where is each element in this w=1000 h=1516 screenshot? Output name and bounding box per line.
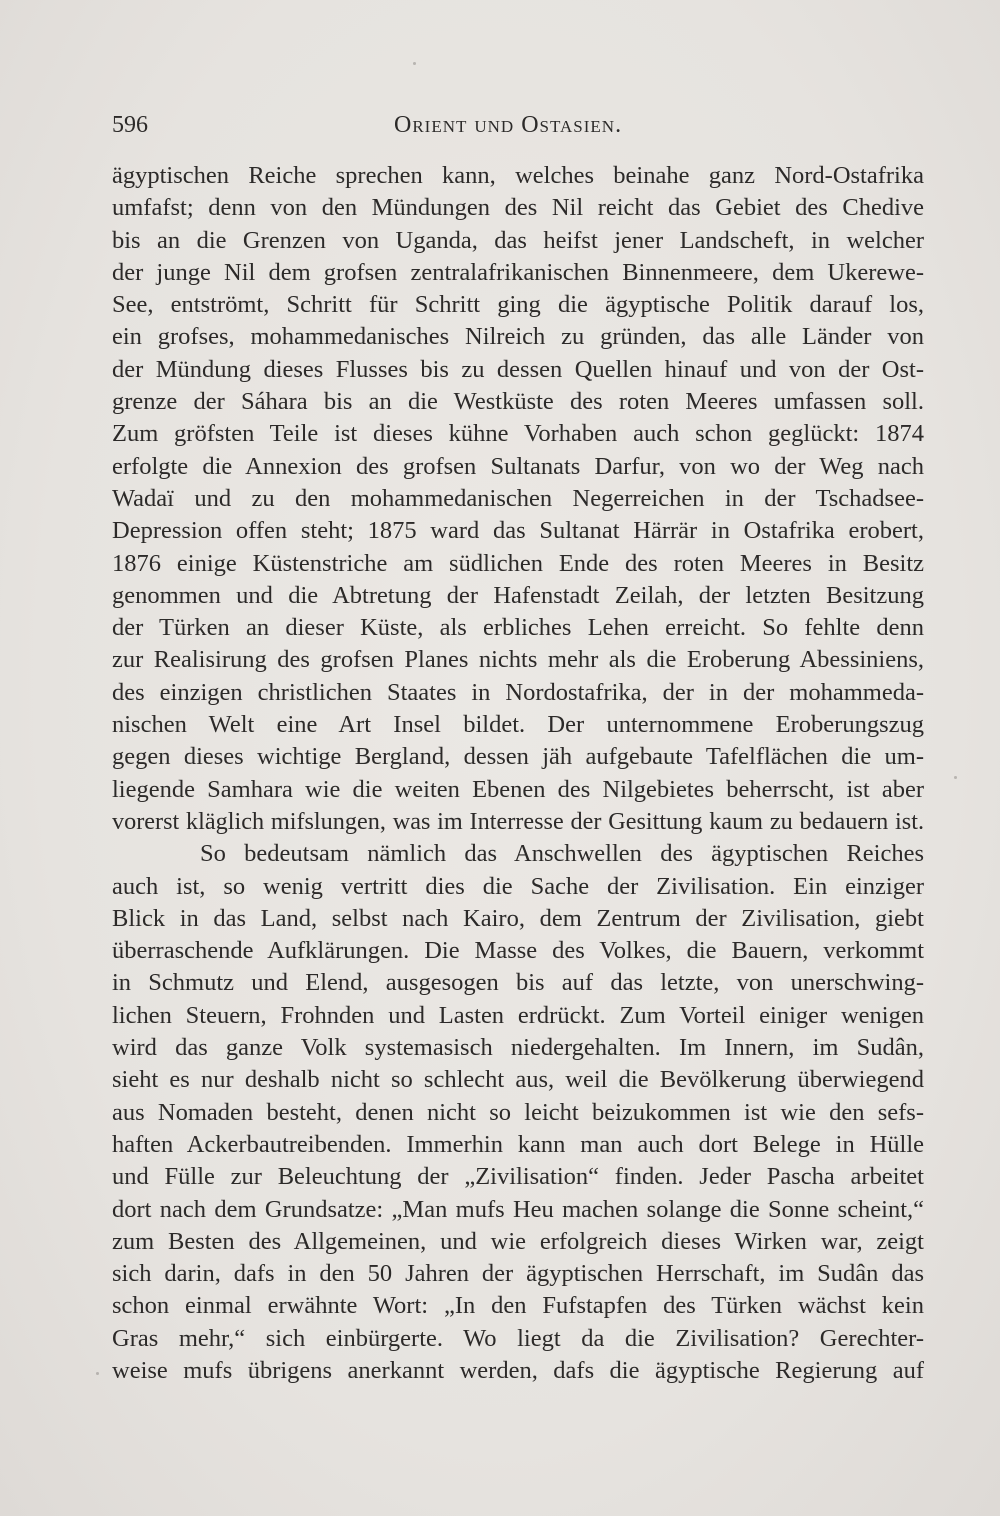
text-line: auch ist, so wenig vertritt dies die Sache der Zivilisation. Ein einziger xyxy=(112,872,924,900)
text-line: Depression offen steht; 1875 ward das Sultanat Härrär in Ostafrika erobert, xyxy=(112,517,924,545)
text-line: Wadaï und zu den mohammedanischen Negerreichen in der Tschadsee- xyxy=(112,484,924,512)
text-line: der junge Nil dem grofsen zentralafrikanischen Binnenmeere, dem Ukerewe- xyxy=(112,258,924,286)
scan-speck xyxy=(413,62,416,65)
text-line: aus Nomaden besteht, denen nicht so leicht beizukommen ist wie den sefs- xyxy=(112,1098,924,1126)
text-line: schon einmal erwähnte Wort: „In den Fufstapfen des Türken wächst kein xyxy=(112,1292,924,1320)
text-line: der Mündung dieses Flusses bis zu dessen Quellen hinauf und von der Ost- xyxy=(112,355,924,383)
text-line: wird das ganze Volk systemasisch niedergehalten. Im Innern, im Sudân, xyxy=(112,1034,924,1062)
text-line: vorerst kläglich mifslungen, was im Interresse der Gesittung kaum zu bedauern ist. xyxy=(112,807,924,835)
page-number: 596 xyxy=(112,112,148,138)
text-line: erfolgte die Annexion des grofsen Sultanats Darfur, von wo der Weg nach xyxy=(112,452,924,480)
text-line: nischen Welt eine Art Insel bildet. Der unternommene Eroberungszug xyxy=(112,711,924,739)
text-line: dort nach dem Grundsatze: „Man mufs Heu machen solange die Sonne scheint,“ xyxy=(112,1195,924,1223)
text-line: Gras mehr,“ sich einbürgerte. Wo liegt da die Zivilisation? Gerechter- xyxy=(112,1324,924,1352)
text-line: haften Ackerbautreibenden. Immerhin kann man auch dort Belege in Hülle xyxy=(112,1130,924,1158)
text-line: gegen dieses wichtige Bergland, dessen jäh aufgebaute Tafelflächen die um- xyxy=(112,743,924,771)
paragraph-start-line: So bedeutsam nämlich das Anschwellen des ägyptischen Reiches xyxy=(200,840,924,868)
text-line: in Schmutz und Elend, ausgesogen bis auf das letzte, von unerschwing- xyxy=(112,969,924,997)
text-line: ägyptischen Reiche sprechen kann, welches beinahe ganz Nord-Ostafrika xyxy=(112,162,924,189)
text-line: Zum gröfsten Teile ist dieses kühne Vorhaben auch schon geglückt: 1874 xyxy=(112,420,924,448)
text-line: bis an die Grenzen von Uganda, das heifst jener Landscheft, in welcher xyxy=(112,226,924,254)
text-line: und Fülle zur Beleuchtung der „Zivilisation“ finden. Jeder Pascha arbeitet xyxy=(112,1163,924,1191)
text-line: des einzigen christlichen Staates in Nordostafrika, der in der mohammeda- xyxy=(112,678,924,706)
text-line: grenze der Sáhara bis an die Westküste des roten Meeres umfassen soll. xyxy=(112,388,924,416)
text-line: überraschende Aufklärungen. Die Masse des Volkes, die Bauern, verkommt xyxy=(112,937,924,965)
text-line: ein grofses, mohammedanisches Nilreich zu gründen, das alle Länder von xyxy=(112,323,924,351)
text-line: der Türken an dieser Küste, als erbliches Lehen erreicht. So fehlte denn xyxy=(112,614,924,642)
text-line: See, entströmt, Schritt für Schritt ging die ägyptische Politik darauf los, xyxy=(112,291,924,319)
text-line: umfafst; denn von den Mündungen des Nil reicht das Gebiet des Chedive xyxy=(112,194,924,222)
text-line: weise mufs übrigens anerkannt werden, dafs die ägyptische Regierung auf xyxy=(112,1356,924,1384)
text-line: lichen Steuern, Frohnden und Lasten erdrückt. Zum Vorteil einiger wenigen xyxy=(112,1001,924,1029)
text-line: zur Realisirung des grofsen Planes nichts mehr als die Eroberung Abessiniens, xyxy=(112,646,924,674)
running-header xyxy=(112,108,924,142)
text-line: liegende Samhara wie die weiten Ebenen des Nilgebietes beherrscht, ist aber xyxy=(112,775,924,803)
text-line: sich darin, dafs in den 50 Jahren der ägyptischen Herrschaft, im Sudân das xyxy=(112,1260,924,1288)
text-line: 1876 einige Küstenstriche am südlichen Ende des roten Meeres in Besitz xyxy=(112,549,924,577)
running-title: Orient und Ostasien. xyxy=(394,112,623,138)
body-text xyxy=(112,160,924,1387)
text-line: sieht es nur deshalb nicht so schlecht aus, weil die Bevölkerung überwiegend xyxy=(112,1066,924,1094)
text-line: Blick in das Land, selbst nach Kairo, dem Zentrum der Zivilisation, giebt xyxy=(112,904,924,932)
scan-speck xyxy=(96,1372,99,1375)
text-line: zum Besten des Allgemeinen, und wie erfolgreich dieses Wirken war, zeigt xyxy=(112,1227,924,1255)
text-line: genommen und die Abtretung der Hafenstadt Zeilah, der letzten Besitzung xyxy=(112,581,924,609)
scan-speck xyxy=(954,776,957,779)
